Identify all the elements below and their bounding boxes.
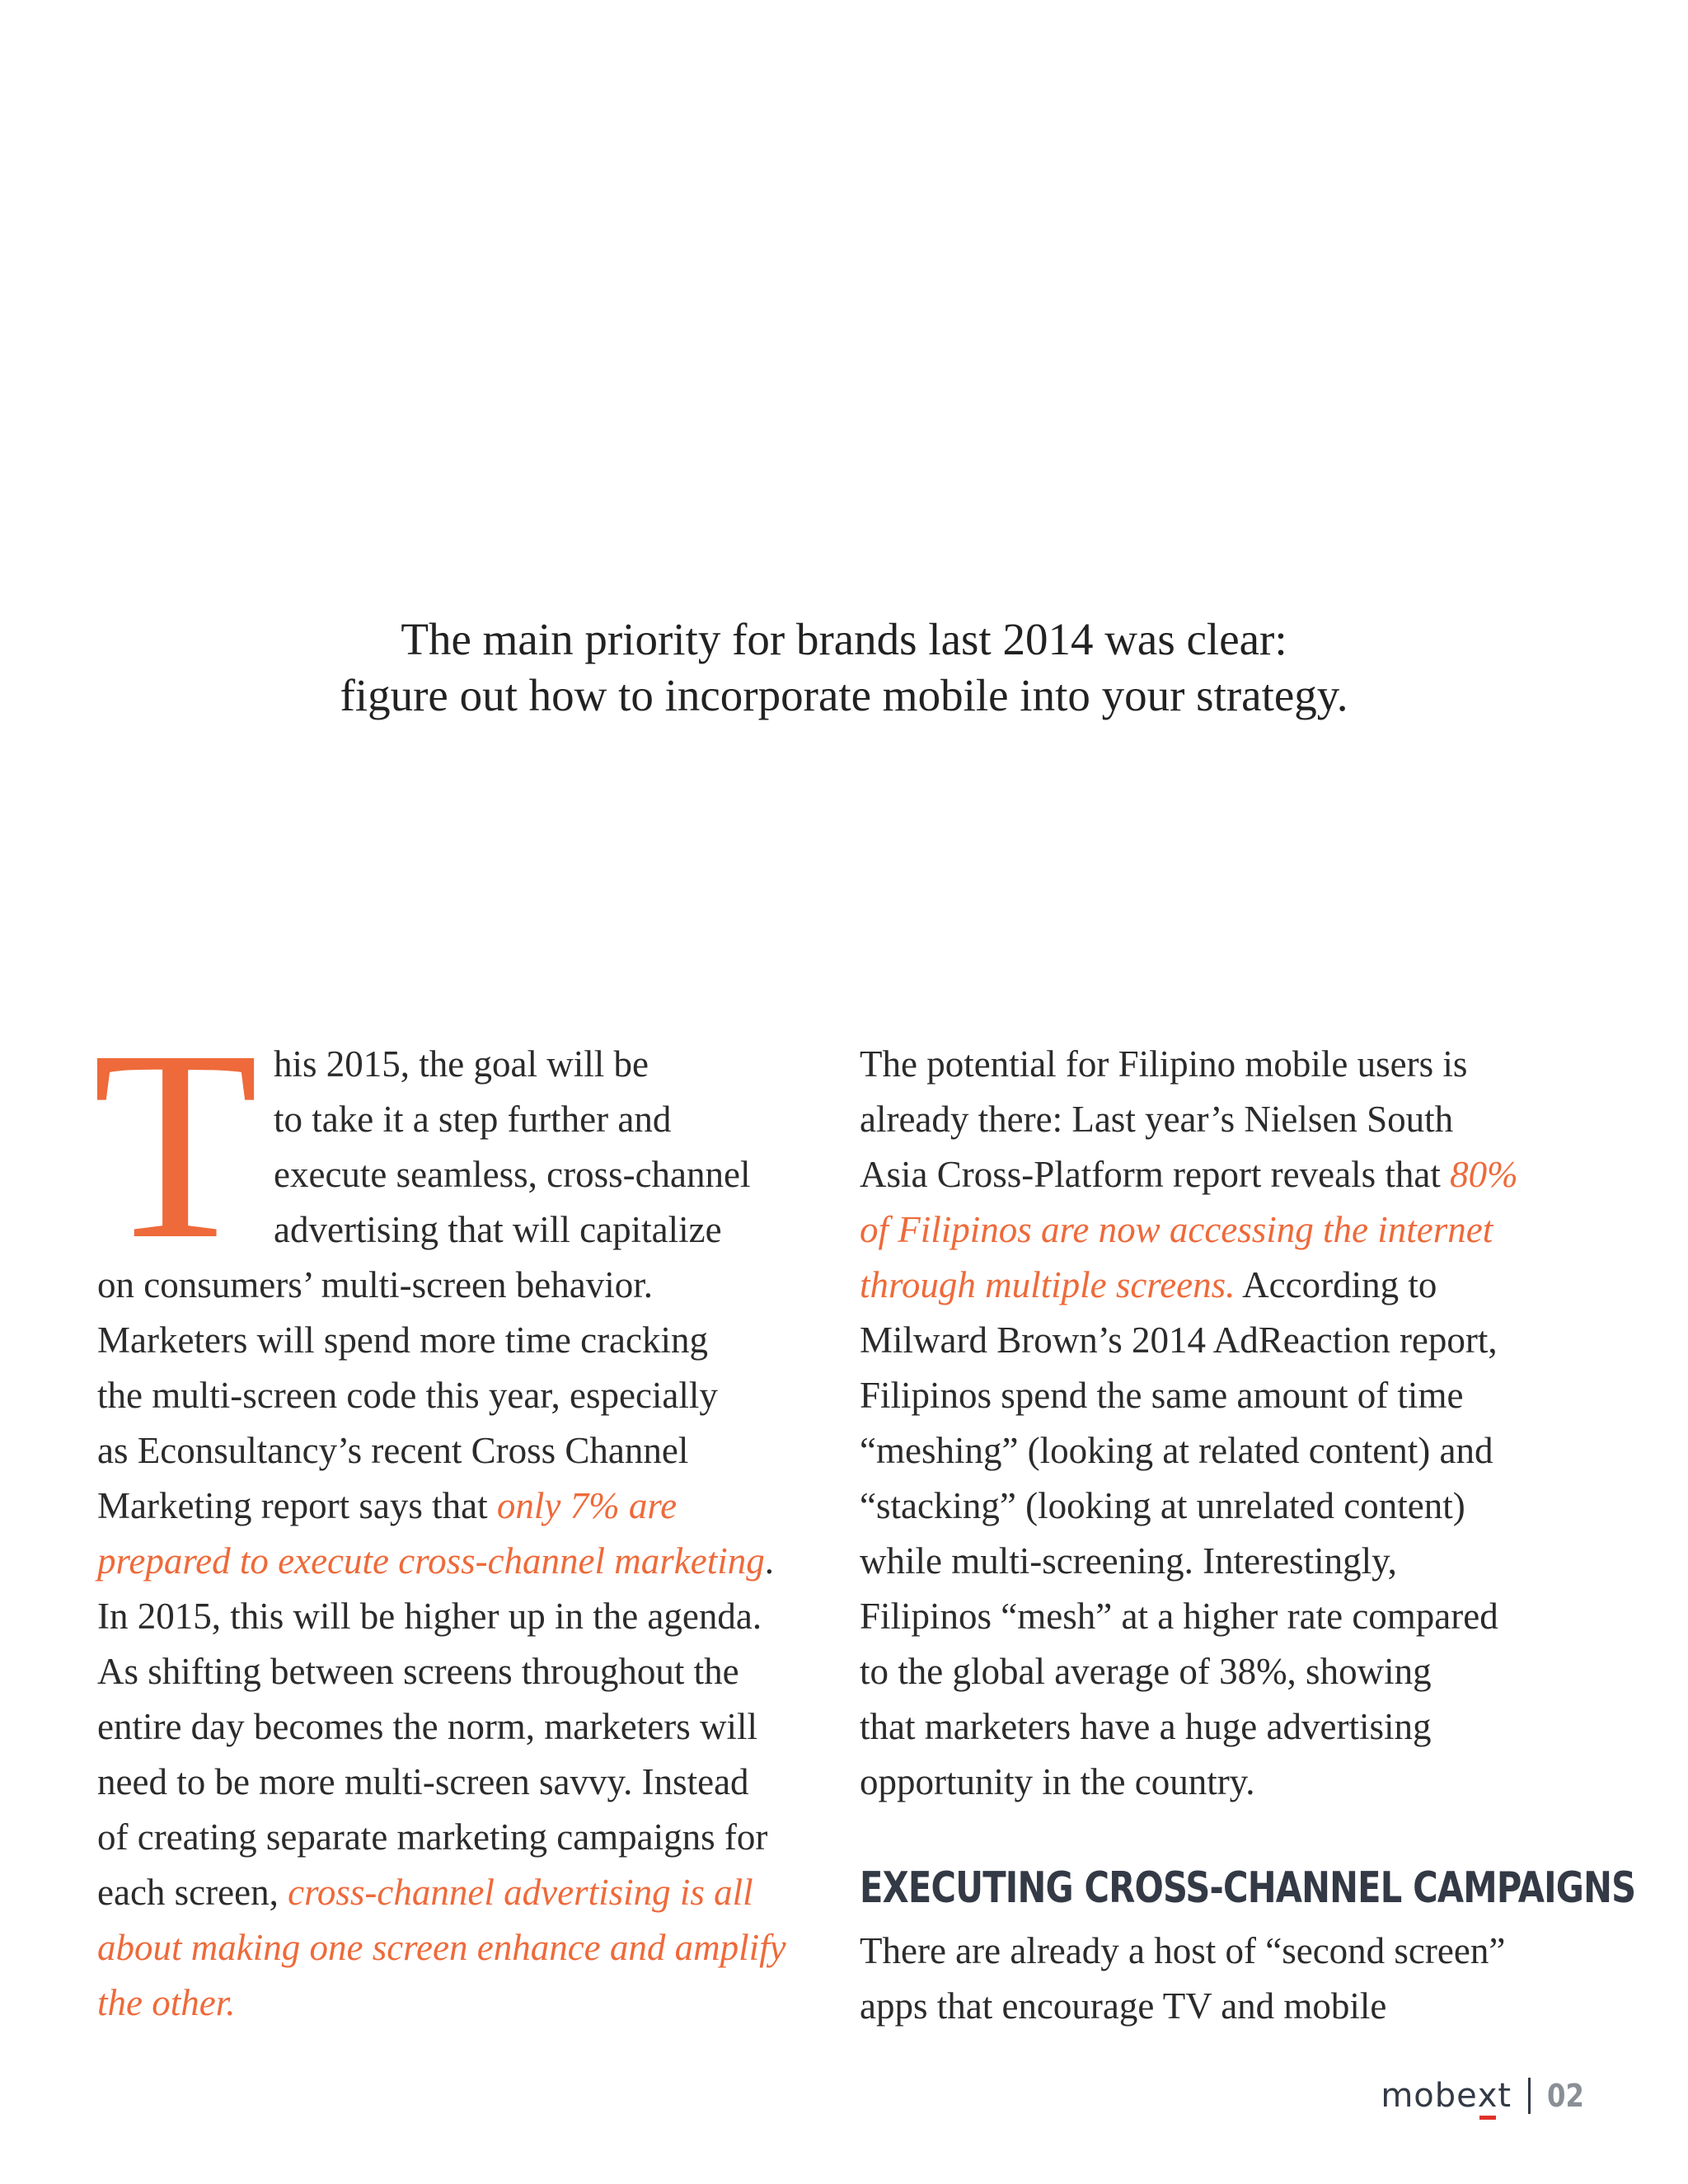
left-column bbox=[97, 1037, 839, 2031]
left-line-3: execute seamless, cross-channel bbox=[274, 1154, 751, 1195]
logo-text-pre: mobe bbox=[1381, 2077, 1478, 2115]
right-p2-line-1: There are already a host of “second screen” bbox=[860, 1930, 1506, 1971]
page-footer bbox=[1381, 2077, 1591, 2115]
right-line-3-text: Asia Cross-Platform report reveals that bbox=[860, 1154, 1451, 1195]
right-line-2: already there: Last year’s Nielsen South bbox=[860, 1099, 1454, 1140]
left-line-17: about making one screen enhance and amplify bbox=[97, 1927, 786, 1968]
right-line-7: Filipinos spend the same amount of time bbox=[860, 1375, 1464, 1416]
left-line-8: as Econsultancy’s recent Cross Channel bbox=[97, 1430, 689, 1471]
right-line-3 bbox=[860, 1147, 1601, 1202]
right-line-10: while multi-screening. Interestingly, bbox=[860, 1540, 1397, 1582]
left-line-4: advertising that will capitalize bbox=[274, 1209, 722, 1250]
right-line-5-text: According to bbox=[1235, 1264, 1437, 1305]
left-line-11: In 2015, this will be higher up in the agenda. bbox=[97, 1596, 762, 1637]
right-column-paragraph-2 bbox=[860, 1924, 1505, 2034]
left-line-9-text: Marketing report says that bbox=[97, 1485, 497, 1526]
intro-line-2: figure out how to incorporate mobile into your strategy. bbox=[340, 670, 1348, 720]
right-line-11: Filipinos “mesh” at a higher rate compared bbox=[860, 1596, 1498, 1637]
footer-divider bbox=[1528, 2078, 1531, 2114]
intro-line-1: The main priority for brands last 2014 was clear: bbox=[401, 614, 1287, 664]
left-line-10 bbox=[97, 1534, 839, 1589]
left-line-1: his 2015, the goal will be bbox=[274, 1043, 649, 1085]
drop-cap: T bbox=[92, 995, 259, 1296]
right-line-12: to the global average of 38%, showing bbox=[860, 1651, 1432, 1692]
intro-quote bbox=[0, 612, 1688, 724]
left-line-15: of creating separate marketing campaigns for bbox=[97, 1816, 768, 1858]
left-line-5: on consumers’ multi-screen behavior. bbox=[97, 1264, 653, 1305]
right-p2-line-2: apps that encourage TV and mobile bbox=[860, 1985, 1387, 2027]
left-line-16 bbox=[97, 1865, 839, 1920]
page-number: 02 bbox=[1547, 2078, 1585, 2114]
right-column bbox=[860, 1037, 1601, 1810]
left-line-18: the other. bbox=[97, 1982, 236, 2023]
left-line-12: As shifting between screens throughout the bbox=[97, 1651, 739, 1692]
left-line-7: the multi-screen code this year, especially bbox=[97, 1375, 718, 1416]
right-line-1: The potential for Filipino mobile users is bbox=[860, 1043, 1468, 1085]
left-line-10-period: . bbox=[764, 1540, 774, 1582]
right-line-4: of Filipinos are now accessing the internet bbox=[860, 1209, 1493, 1250]
logo-text-post: t bbox=[1498, 2077, 1512, 2115]
right-line-14: opportunity in the country. bbox=[860, 1761, 1255, 1802]
logo-text-x: x bbox=[1477, 2077, 1498, 2115]
right-line-13: that marketers have a huge advertising bbox=[860, 1706, 1432, 1747]
right-line-5 bbox=[860, 1258, 1601, 1313]
highlight-stat-7-percent: only 7% are bbox=[496, 1485, 678, 1526]
mobext-logo bbox=[1381, 2077, 1512, 2115]
left-line-9 bbox=[97, 1479, 839, 1534]
left-line-13: entire day becomes the norm, marketers will bbox=[97, 1706, 757, 1747]
left-line-16-text: each screen, bbox=[97, 1872, 288, 1913]
highlight-multiple-screens: through multiple screens. bbox=[860, 1264, 1236, 1305]
highlight-cross-channel-marketing: prepared to execute cross-channel marketing bbox=[97, 1540, 765, 1582]
left-line-14: need to be more multi-screen savvy. Instead bbox=[97, 1761, 749, 1802]
right-line-6: Milward Brown’s 2014 AdReaction report, bbox=[860, 1319, 1498, 1361]
right-line-9: “stacking” (looking at unrelated content) bbox=[860, 1485, 1465, 1526]
highlight-80-percent: 80% bbox=[1450, 1154, 1518, 1195]
highlight-cross-channel-advertising: cross-channel advertising is all bbox=[288, 1872, 753, 1913]
left-line-2: to take it a step further and bbox=[274, 1099, 672, 1140]
section-heading: EXECUTING CROSS-CHANNEL CAMPAIGNS bbox=[860, 1863, 1636, 1913]
right-line-8: “meshing” (looking at related content) and bbox=[860, 1430, 1493, 1471]
left-line-6: Marketers will spend more time cracking bbox=[97, 1319, 709, 1361]
